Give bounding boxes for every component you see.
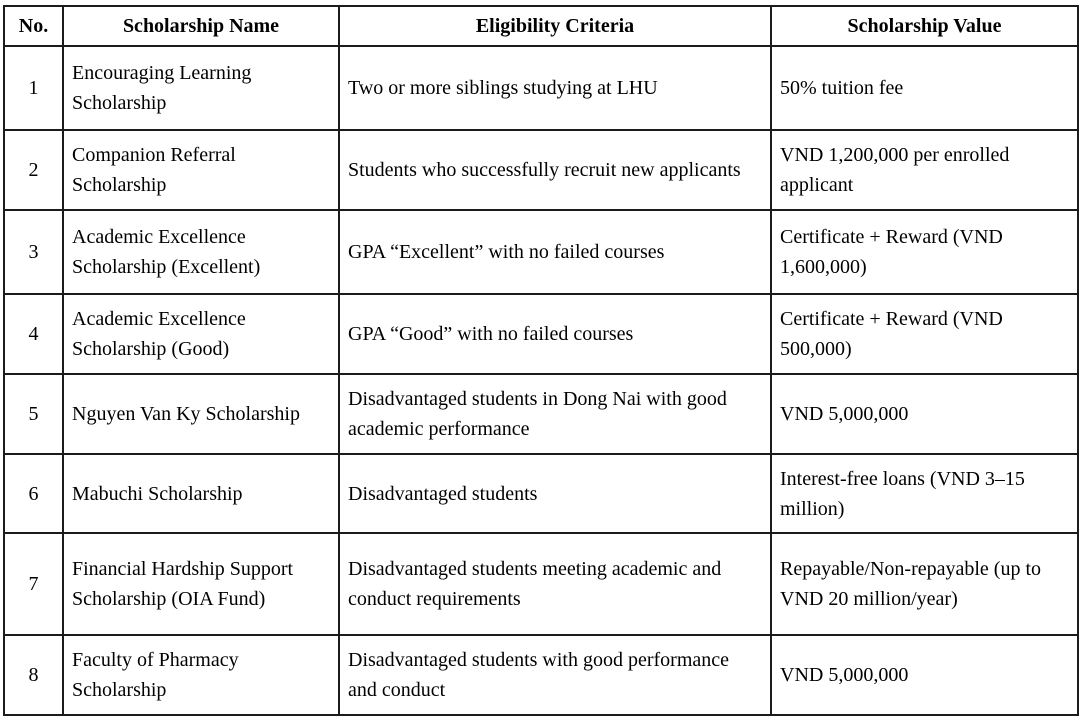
table-row xyxy=(4,130,1078,210)
cell-scholarship-name: Encouraging Learning Scholarship xyxy=(63,46,339,130)
cell-eligibility: Disadvantaged students meeting academic and conduct requirements xyxy=(339,533,771,635)
table-row xyxy=(4,533,1078,635)
header-eligibility-criteria: Eligibility Criteria xyxy=(339,6,771,46)
header-no: No. xyxy=(4,6,63,46)
table-row xyxy=(4,454,1078,533)
table-row xyxy=(4,374,1078,454)
scholarship-table xyxy=(3,5,1079,716)
cell-no: 1 xyxy=(4,46,63,130)
cell-value: Certificate + Reward (VND 1,600,000) xyxy=(771,210,1078,294)
cell-eligibility: GPA “Good” with no failed courses xyxy=(339,294,771,374)
cell-scholarship-name: Faculty of Pharmacy Scholarship xyxy=(63,635,339,715)
table-header-row xyxy=(4,6,1078,46)
header-scholarship-value: Scholarship Value xyxy=(771,6,1078,46)
cell-scholarship-name: Nguyen Van Ky Scholarship xyxy=(63,374,339,454)
cell-scholarship-name: Academic Excellence Scholarship (Excellent) xyxy=(63,210,339,294)
cell-no: 5 xyxy=(4,374,63,454)
cell-no: 4 xyxy=(4,294,63,374)
cell-eligibility: Disadvantaged students with good performance and conduct xyxy=(339,635,771,715)
cell-value: Certificate + Reward (VND 500,000) xyxy=(771,294,1078,374)
cell-no: 7 xyxy=(4,533,63,635)
cell-value: VND 1,200,000 per enrolled applicant xyxy=(771,130,1078,210)
cell-scholarship-name: Mabuchi Scholarship xyxy=(63,454,339,533)
cell-scholarship-name: Financial Hardship Support Scholarship (OIA Fund) xyxy=(63,533,339,635)
table-row xyxy=(4,635,1078,715)
cell-eligibility: Students who successfully recruit new applicants xyxy=(339,130,771,210)
cell-value: VND 5,000,000 xyxy=(771,635,1078,715)
cell-eligibility: Disadvantaged students xyxy=(339,454,771,533)
cell-no: 2 xyxy=(4,130,63,210)
cell-eligibility: Disadvantaged students in Dong Nai with good academic performance xyxy=(339,374,771,454)
table-row xyxy=(4,294,1078,374)
table-row xyxy=(4,46,1078,130)
cell-value: Repayable/Non-repayable (up to VND 20 million/year) xyxy=(771,533,1078,635)
cell-value: 50% tuition fee xyxy=(771,46,1078,130)
cell-no: 6 xyxy=(4,454,63,533)
cell-scholarship-name: Academic Excellence Scholarship (Good) xyxy=(63,294,339,374)
cell-eligibility: Two or more siblings studying at LHU xyxy=(339,46,771,130)
cell-no: 8 xyxy=(4,635,63,715)
cell-eligibility: GPA “Excellent” with no failed courses xyxy=(339,210,771,294)
cell-no: 3 xyxy=(4,210,63,294)
cell-value: Interest-free loans (VND 3–15 million) xyxy=(771,454,1078,533)
header-scholarship-name: Scholarship Name xyxy=(63,6,339,46)
cell-scholarship-name: Companion Referral Scholarship xyxy=(63,130,339,210)
cell-value: VND 5,000,000 xyxy=(771,374,1078,454)
table-row xyxy=(4,210,1078,294)
